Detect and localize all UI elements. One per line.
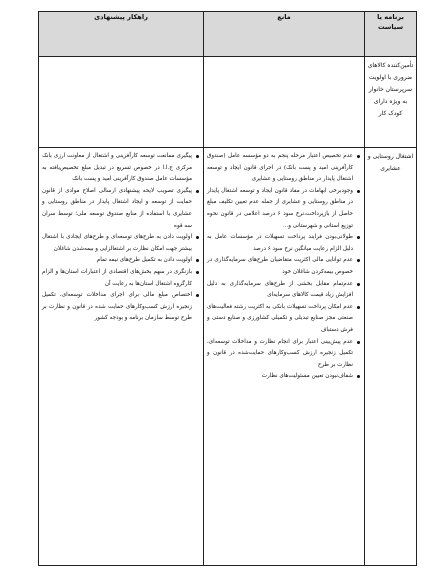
- bullet-icon: [357, 283, 360, 286]
- bullet-icon: [357, 375, 360, 378]
- bullet-icon: [357, 155, 360, 158]
- solutions-cell: [39, 148, 204, 566]
- bullet-icon: [196, 294, 199, 297]
- obstacle-item: [207, 186, 360, 232]
- bullet-icon: [196, 190, 199, 193]
- obstacle-item-text: عدم پیش‌بینی اعتبار برای انجام نظارت و مداخلات توسعه‌ای، تکمیل زنجیره ارزش کسب‌وکارهای حمایت‌شده در قانون و نظارت بر طرح: [207, 338, 353, 368]
- solution-item: [42, 151, 199, 186]
- obstacle-item: [207, 232, 360, 255]
- obstacle-item-text: شفاف‌نبودن تعیین مسئولیت‌های نظارت: [261, 373, 353, 380]
- solution-item-text: پیگیری تصویب لایحه پیشنهادی ارسالی اصلاح موادی از قانون حمایت از توسعه و ایجاد اشتغال پایدار در مناطق روستایی و عشایری با استفاده از منابع صندوق توسعه ملی؛ توسط سران سه قوه: [42, 187, 192, 229]
- obstacle-item-text: وجودبرخی ابهامات در مفاد قانون ایجاد و توسعه اشتغال پایدار در مناطق روستایی و عشایری از جمله عدم تعیین تکلیف مبلغ حاصل از بازپرداخت،نرخ سود ۶ درصد اعلامی در قانون نحوه توزیع استانی و شهرستانی و...: [207, 187, 353, 229]
- obstacle-item: [207, 337, 360, 372]
- obstacle-item: [207, 279, 360, 302]
- table-row: [39, 148, 417, 566]
- obstacle-item: [207, 151, 360, 186]
- bullet-icon: [357, 190, 360, 193]
- obstacles-cell: [204, 57, 365, 148]
- solutions-list: [39, 148, 203, 328]
- obstacle-item: [207, 371, 360, 383]
- bullet-icon: [357, 259, 360, 262]
- bullet-icon: [196, 271, 199, 274]
- obstacle-item-text: طولانی‌بودن فرایند پرداخت تسهیلات در مؤسسات عامل به دلیل الزام رعایت میانگین نرخ سود ۶ درصد: [207, 234, 353, 252]
- header-solutions: راهکار پیشنهادی: [39, 12, 204, 57]
- program-cell: [365, 57, 417, 148]
- obstacles-list: [204, 148, 364, 386]
- obstacles-cell: [204, 148, 365, 566]
- obstacle-item: [207, 302, 360, 337]
- solution-item-text: اختصاص مبلغ مالی برای اجرای مداخلات توسعه‌ای، تکمیل زنجیره ارزش کسب‌وکارهای حمایت شده در قانون و نظارت بر طرح توسط سازمان برنامه و بودجه کشور: [42, 292, 192, 322]
- header-program: برنامه یا سیاست: [365, 12, 417, 57]
- solutions-cell: [39, 57, 204, 148]
- header-row: [39, 12, 417, 57]
- solution-item: [42, 232, 199, 255]
- obstacle-item-text: عدم توانایی مالی اکثریت متقاضیان طرح‌های سرمایه‌گذاری در خصوص بیمه‌کردن شاغلان خود: [207, 257, 353, 275]
- solution-item-text: بازنگری در سهم بخش‌های اقتصادی از اعتبارات استان‌ها و الزام کارگروه اشتغال استان‌ها به رعایت آن: [42, 268, 192, 287]
- solution-item: [42, 255, 199, 267]
- bullet-icon: [196, 155, 199, 158]
- program-text: اشتغال روستایی و عشایری: [367, 153, 414, 172]
- header-obstacles: مانع: [204, 12, 365, 57]
- obstacle-item-text: عدم امکان پرداخت تسهیلات بانکی به اکثریت رشته فعالیت‌های صنعتی مجز صنایع تبدیلی و تکمیلی کشاورزی و صنایع دستی و فرش دستباف: [207, 303, 353, 333]
- solution-item-text: اولویت دادن به طرح‌های توسعه‌ای و طرح‌های ایجادی با اشتغال بیشتر جهت امکان نظارت بر اشتغالزایی و بیمه‌شدن شاغلان: [42, 234, 192, 252]
- solution-item: [42, 267, 199, 290]
- program-text: تأمین‌کننده کالاهای ضروری با اولویت سرپرستان خانوار به ویژه دارای کودک کار: [367, 62, 414, 117]
- bullet-icon: [196, 236, 199, 239]
- bullet-icon: [357, 306, 360, 309]
- solution-item: [42, 290, 199, 325]
- program-cell: [365, 148, 417, 566]
- obstacle-item-text: عدم تخصیص اعتبار مرحله پنجم به دو مؤسسه عامل (صندوق کارآفرینی امید و پست بانک) در اجرای قانون ایجاد و توسعه اشتغال پایدار در مناطق روستایی و عشایری: [207, 153, 353, 183]
- solution-item: [42, 186, 199, 232]
- solution-item-text: اولویت دادن به تکمیل طرح‌های نیمه تمام: [96, 257, 192, 264]
- solution-item-text: پیگیری ممانعت توسعه کارآفرینی و اشتغال از معاونت ارزی بانک مرکزی ج.ا.ا در خصوص تسریع در تبدیل مبلغ تخصیص‌یافته به مؤسسات عامل صندوق کارآفرینی امید و پست بانک: [42, 153, 192, 183]
- policy-table: [38, 11, 417, 566]
- bullet-icon: [357, 236, 360, 239]
- bullet-icon: [196, 259, 199, 262]
- bullet-icon: [357, 341, 360, 344]
- table-row: [39, 57, 417, 148]
- obstacle-item: [207, 255, 360, 278]
- obstacle-item-text: عدم‌تمام مقابل بخشی از طرح‌های سرمایه‌گذاری به دلیل افزایش زیاد قیمت کالاهای سرمایه‌ای: [207, 280, 353, 299]
